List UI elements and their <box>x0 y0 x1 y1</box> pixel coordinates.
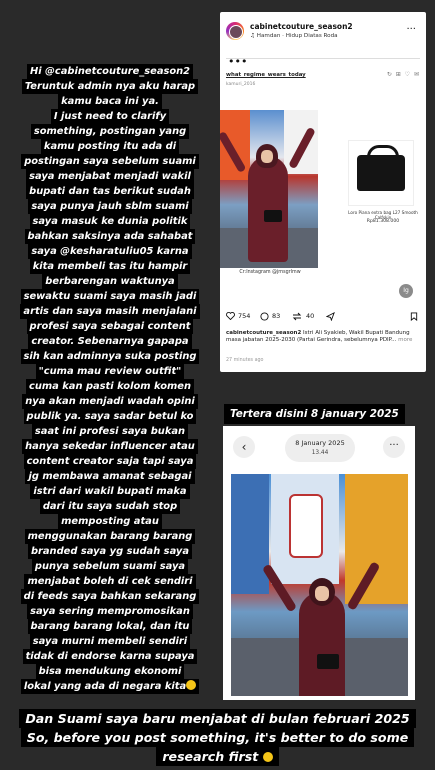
gallery-photo <box>231 474 408 696</box>
statement-line: kita membeli tas itu hampir <box>30 259 191 274</box>
statement-line-last <box>21 679 199 694</box>
statement-line: menjabat boleh di cek sendiri <box>24 574 195 589</box>
dots-icon: ••• <box>228 55 248 68</box>
post-music[interactable]: ♫ Hamdan · Hidup Diatas Roda <box>250 33 338 39</box>
statement-line: bahkan saksinya ada sahabat <box>25 229 196 244</box>
statement-line: content creator saja tapi saya <box>24 454 197 469</box>
statement-line: creator. Sebenarnya gapapa <box>28 334 191 349</box>
instagram-badge-icon[interactable]: Ig <box>399 284 413 298</box>
more-options-icon[interactable]: ··· <box>406 24 416 35</box>
gallery-screenshot <box>223 426 415 700</box>
statement-line: barang barang lokal, dan itu <box>28 619 193 634</box>
avatar[interactable] <box>226 22 244 40</box>
caption-text: Istri Ali Syakieb, Wakil Bupati Bandung masa jabatan 2025-2030 (Partai Gerindra, sebelumnya PDIP... <box>226 330 410 343</box>
post-timestamp: 27 minutes ago <box>226 358 264 363</box>
face-graphic <box>261 150 273 163</box>
statement-line: saya punya jauh sblm suami <box>28 199 191 214</box>
comment-button[interactable] <box>260 312 269 323</box>
statement-line: something, postingan yang <box>31 124 189 139</box>
date-annotation-label: Tertera disini 8 january 2025 <box>224 404 405 424</box>
person-graphic <box>248 156 288 262</box>
statement-line: menggunakan barang barang <box>25 529 196 544</box>
billboard-graphic <box>345 474 408 604</box>
post-caption <box>226 330 420 344</box>
post-photo <box>220 110 318 268</box>
statement-line: berbarengan waktunya <box>42 274 177 289</box>
caption-username[interactable]: cabinetcouture_season2 <box>226 330 302 336</box>
statement-line: punya sebelum suami saya <box>32 559 188 574</box>
back-arrow-icon[interactable]: ‹ <box>233 436 255 458</box>
handbag-icon <box>357 155 405 191</box>
statement-line: saya murni membeli sendiri <box>30 634 190 649</box>
send-icon <box>326 312 335 321</box>
statement-line: saya @kesharatuliu05 karna <box>28 244 191 259</box>
statement-line: di feeds saya bahkan sekarang <box>21 589 200 604</box>
banner-line: Dan Suami saya baru menjabat di bulan februari 2025 <box>19 709 415 728</box>
instagram-post-screenshot <box>220 12 426 372</box>
closing-statement <box>0 709 435 766</box>
statement-line: sewaktu suami saya masih jadi <box>21 289 200 304</box>
statement-text-block <box>10 64 210 694</box>
statement-line: kamu posting itu ada di <box>41 139 179 154</box>
statement-line: Hi @cabinetcouture_season2 <box>27 64 193 79</box>
statement-line: bisa mendukung ekonomi <box>36 664 185 679</box>
photo-credit: Cr:Instagram @jrnsgrlmw <box>239 270 301 275</box>
statement-line: lokal yang ada di negara kita <box>23 681 187 692</box>
statement-line: artis dan saya masih menjalani <box>20 304 199 319</box>
banner-line: research first <box>162 749 259 764</box>
statement-line: memposting atau <box>58 514 162 529</box>
comment-icon <box>260 312 269 321</box>
product-image <box>348 140 414 206</box>
embedded-action-icons: ↻ ⊞ ♡ ✉ <box>386 71 420 78</box>
photo-date-pill <box>285 434 355 462</box>
more-options-icon[interactable]: ··· <box>383 436 405 458</box>
statement-line: jg membawa amanat sebagai <box>25 469 194 484</box>
bookmark-icon <box>410 312 418 321</box>
share-button[interactable] <box>326 312 335 323</box>
statement-line: postingan saya sebelum suami <box>21 154 199 169</box>
statement-line: Teruntuk admin nya aku harap <box>22 79 198 94</box>
statement-line: tidak di endorse karna supaya <box>23 649 198 664</box>
face-graphic <box>315 586 329 601</box>
repost-icon <box>292 312 302 321</box>
person-graphic <box>299 592 345 696</box>
comment-count: 83 <box>272 312 281 320</box>
smile-emoji-icon <box>263 752 273 762</box>
embedded-subtitle: kamuri_2016 <box>226 82 256 87</box>
runner-figure-graphic <box>289 494 323 558</box>
photo-time: 13.44 <box>311 450 329 456</box>
statement-line: saya menjabat menjadi wakil <box>26 169 194 184</box>
post-actions <box>226 312 420 326</box>
statement-line: branded saya yg sudah saya <box>28 544 192 559</box>
like-count: 754 <box>238 312 251 320</box>
statement-line: istri dari wakil bupati maka <box>30 484 189 499</box>
statement-line: publik ya. saya sadar betul ko <box>24 409 197 424</box>
smile-emoji-icon <box>186 680 196 690</box>
statement-line: I just need to clarify <box>51 109 169 124</box>
embedded-username: what_regime_wears_today <box>226 72 306 78</box>
statement-line: nya akan menjadi wadah opini <box>22 394 198 409</box>
banner-line-last <box>156 747 278 766</box>
photo-date: 8 January 2025 <box>295 439 345 447</box>
save-button[interactable] <box>410 312 418 323</box>
statement-line: "cuma mau review outfit" <box>36 364 185 379</box>
product-name: Loro Piana extra bag L27 Smooth Calfskin <box>348 210 418 220</box>
statement-line: profesi saya sebagai content <box>27 319 194 334</box>
heart-icon <box>226 312 235 320</box>
product-price: Rp81.308.000 <box>366 219 400 224</box>
statement-line: saya masuk ke dunia politik <box>30 214 191 229</box>
handbag-graphic <box>317 654 339 669</box>
caption-more-link[interactable]: more <box>398 337 413 343</box>
statement-line: dari itu saya sudah stop <box>40 499 180 514</box>
post-header <box>224 20 422 48</box>
statement-line: saya sering mempromosikan <box>27 604 193 619</box>
statement-line: sih kan adminnya suka posting <box>21 349 200 364</box>
banner-line: So, before you post something, it's better to do some <box>21 728 414 747</box>
billboard-graphic <box>231 474 269 594</box>
like-button[interactable] <box>226 312 235 322</box>
embedded-post <box>226 55 420 93</box>
statement-line: cuma kan pasti kolom komen <box>26 379 194 394</box>
repost-count: 40 <box>306 312 315 320</box>
post-username[interactable]: cabinetcouture_season2 <box>250 22 353 31</box>
statement-line: kamu baca ini ya. <box>58 94 162 109</box>
statement-line: saat ini profesi saya bukan <box>32 424 188 439</box>
handbag-graphic <box>264 210 282 222</box>
statement-line: bupati dan tas berikut sudah <box>26 184 194 199</box>
statement-line: hanya sekedar influencer atau <box>22 439 198 454</box>
repost-button[interactable] <box>292 312 302 323</box>
